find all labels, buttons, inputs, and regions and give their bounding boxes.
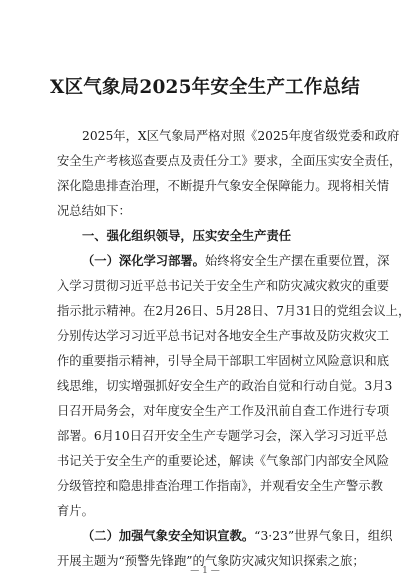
paragraph-text: “3·23”世界气象日，组织 [254,529,393,543]
paragraph-line: 线思维，切实增强抓好安全生产的政治自觉和行动自觉。3月3 [57,379,393,393]
paragraph-line: 入学习贯彻习近平总书记关于安全生产和防灾减灾救灾的重要 [57,279,390,293]
paragraph-line: 部署。6月10日召开安全生产专题学习会，深入学习习近平总 [57,429,388,443]
intro-line: 2025年，X区气象局严格对照《2025年度省级党委和政府 [82,129,400,143]
paragraph-line: 分级管控和隐患排查治理工作指南》，并观看安全生产警示教 [57,479,383,493]
subsection-label: （二）加强气象安全知识宣教。 [82,528,255,543]
paragraph-line: 日召开局务会，对年度安全生产工作及汛前自查工作进行专项 [57,404,390,418]
paragraph-line: 育片。 [57,504,94,518]
paragraph-line [57,253,390,269]
paragraph-line: 开展主题为“预警先锋跑”的气象防灾减灾知识探索之旅； [57,554,365,568]
paragraph-line: 作的重要指示精神，引导全局干部职工牢固树立风险意识和底 [57,354,390,368]
paragraph-text: 始终将安全生产摆在重要位置，深 [204,254,390,268]
subsection-label: （一）深化学习部署。 [82,253,205,268]
intro-line: 深化隐患排查治理，不断提升气象安全保障能力。现将相关情 [57,179,390,193]
paragraph-line: 书记关于安全生产的重要论述，解读《气象部门内部安全风险 [57,454,390,468]
intro-line: 安全生产考核巡查要点及责任分工》要求，全面压实安全责任， [57,154,402,168]
document-title: X区气象局2025年安全生产工作总结 [50,77,360,98]
paragraph-line: 分别传达学习习近平总书记对各地安全生产事故及防灾救灾工 [57,329,390,343]
page-number: — 1 — [190,566,220,576]
section-heading: 一、强化组织领导，压实安全生产责任 [82,229,292,243]
paragraph-line: 指示批示精神。在2月26日、5月28日、7月31日的党组会议上， [57,304,410,318]
intro-line: 况总结如下： [57,204,131,218]
paragraph-line [57,528,393,544]
